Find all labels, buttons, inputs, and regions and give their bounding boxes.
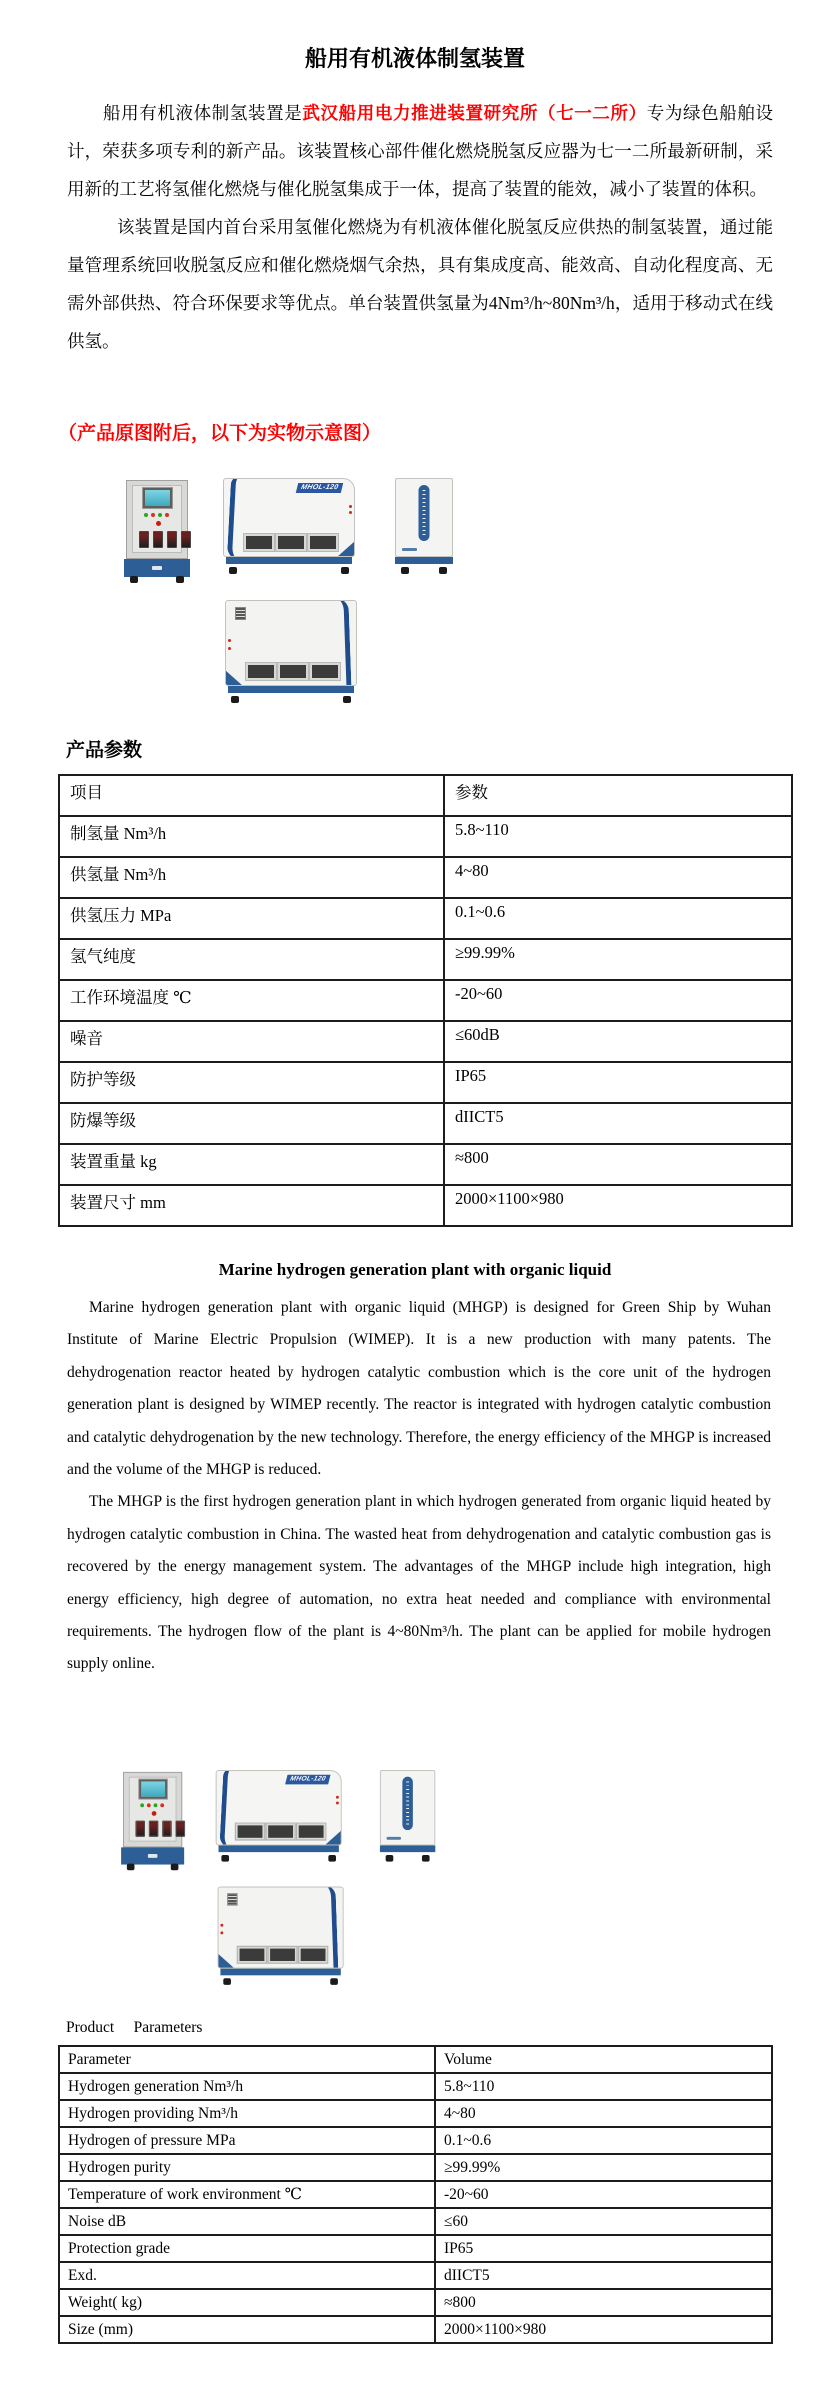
- vent: [310, 663, 340, 680]
- switch-row: [135, 1821, 185, 1837]
- table-cell: 装置尺寸 mm: [59, 1185, 444, 1226]
- main-unit-body: [216, 1770, 342, 1845]
- indicator-dot: [220, 1924, 223, 1927]
- vent: [268, 1947, 297, 1963]
- blue-corner: [225, 670, 243, 686]
- small-grille: [227, 1893, 238, 1905]
- table-cell: ≈800: [435, 2289, 772, 2316]
- cabinet-body: [126, 480, 188, 559]
- indicator-dot: [349, 505, 352, 508]
- caster-wheel: [386, 1855, 394, 1862]
- vent: [308, 534, 338, 551]
- table-row: [59, 2100, 772, 2127]
- caster-wheel: [328, 1855, 336, 1862]
- table-cell: IP65: [435, 2235, 772, 2262]
- table-cell: 制氢量 Nm³/h: [59, 816, 444, 857]
- rear-unit-figure: [225, 600, 357, 703]
- side-unit-figure: [395, 478, 453, 574]
- table-row: [59, 2127, 772, 2154]
- table-row: [59, 2154, 772, 2181]
- table-cell: ≤60dB: [444, 1021, 792, 1062]
- table-cell: Protection grade: [59, 2235, 435, 2262]
- cabinet-base: [124, 559, 190, 577]
- table-cell: Volume: [435, 2046, 772, 2073]
- vent: [244, 534, 274, 551]
- cabinet-body: [123, 1772, 182, 1847]
- switch: [181, 531, 191, 548]
- table-row: [59, 1021, 792, 1062]
- switch-row: [139, 531, 191, 548]
- caster-wheel: [229, 567, 237, 574]
- table-cell: 参数: [444, 775, 792, 816]
- table-cell: 0.1~0.6: [444, 898, 792, 939]
- vent: [236, 1823, 265, 1839]
- indicator-dot: [349, 511, 352, 514]
- table-cell: 4~80: [444, 857, 792, 898]
- switch: [167, 531, 177, 548]
- table-cell: Hydrogen generation Nm³/h: [59, 2073, 435, 2100]
- caster-wheel: [171, 1864, 179, 1871]
- rear-unit-body: [218, 1887, 344, 1969]
- vent: [246, 663, 276, 680]
- cn-paragraph-1-text: 船用有机液体制氢装置是: [103, 103, 303, 123]
- unit-label-badge: MHOL-120: [296, 483, 344, 493]
- switch: [162, 1821, 172, 1837]
- table-cell: Weight( kg): [59, 2289, 435, 2316]
- vent: [276, 534, 306, 551]
- product-figure-en: [3, 1770, 796, 1988]
- indicator-lights: [144, 513, 169, 517]
- vent: [238, 1947, 267, 1963]
- table-cell: 防护等级: [59, 1062, 444, 1103]
- side-unit-body: [380, 1770, 435, 1845]
- en-parameters-table: [58, 2045, 773, 2344]
- vent: [297, 1823, 326, 1839]
- table-row: [59, 1144, 792, 1185]
- table-cell: 装置重量 kg: [59, 1144, 444, 1185]
- cn-parameters-heading: 产品参数: [66, 740, 143, 761]
- red-note: （产品原图附后，以下为实物示意图）: [58, 423, 382, 444]
- table-cell: dIICT5: [444, 1103, 792, 1144]
- caster-wheel: [439, 567, 447, 574]
- cn-paragraph-1: [67, 94, 773, 208]
- table-cell: 4~80: [435, 2100, 772, 2127]
- table-cell: Exd.: [59, 2262, 435, 2289]
- vent: [278, 663, 308, 680]
- table-row: [59, 1185, 792, 1226]
- rear-unit-base: [228, 686, 354, 693]
- table-cell: ≤60: [435, 2208, 772, 2235]
- side-unit-base: [395, 557, 453, 564]
- table-cell: Parameter: [59, 2046, 435, 2073]
- table-row: [59, 2262, 772, 2289]
- table-row: [59, 939, 792, 980]
- table-cell: Hydrogen purity: [59, 2154, 435, 2181]
- red-indicator-light: [151, 513, 155, 517]
- table-cell: -20~60: [435, 2181, 772, 2208]
- table-row: [59, 2316, 772, 2343]
- table-row: [59, 2073, 772, 2100]
- table-cell: 项目: [59, 775, 444, 816]
- cn-intro-text: [67, 94, 773, 360]
- table-cell: Size (mm): [59, 2316, 435, 2343]
- blue-corner: [218, 1953, 235, 1968]
- table-cell: 氢气纯度: [59, 939, 444, 980]
- indicator-lights: [140, 1803, 164, 1807]
- page-title-en: Marine hydrogen generation plant with organic liquid: [218, 1260, 612, 1279]
- en-parameters-heading: Product Parameters: [66, 2019, 203, 2036]
- cabinet-base: [121, 1847, 184, 1864]
- indicator-dot: [220, 1931, 223, 1934]
- product-figure-cn: [0, 478, 830, 706]
- red-button: [156, 521, 161, 526]
- page-title-cn: 船用有机液体制氢装置: [304, 46, 525, 71]
- side-unit-body: [395, 478, 453, 557]
- table-row: [59, 2289, 772, 2316]
- table-cell: Temperature of work environment ℃: [59, 2181, 435, 2208]
- table-header-row: [59, 775, 792, 816]
- unit-label-badge: MHOL-120: [285, 1775, 330, 1785]
- blue-label-strip: [419, 485, 430, 541]
- green-indicator-light: [154, 1803, 158, 1807]
- table-row: [59, 816, 792, 857]
- indicator-dot: [228, 647, 231, 650]
- table-cell: 0.1~0.6: [435, 2127, 772, 2154]
- blue-stripe: [219, 1770, 236, 1845]
- table-row: [59, 898, 792, 939]
- en-paragraph-2: The MHGP is the first hydrogen generation plant in which hydrogen generated from organic liquid heated by hydrogen catalytic combustion in China. The wasted heat from dehydrogenation and catalytic combustion gas is recovered by the energy management system. The advantages of the MHGP include high integration, high energy efficiency, high degree of automation, no extra heat needed and compliance with environmental requirements. The hydrogen flow of the plant is 4~80Nm³/h. The plant can be applied for mobile hydrogen supply online.: [67, 1493, 771, 1673]
- main-unit-figure: [216, 1770, 342, 1862]
- table-row: [59, 2208, 772, 2235]
- control-screen: [143, 488, 172, 508]
- table-cell: 噪音: [59, 1021, 444, 1062]
- vent: [299, 1947, 328, 1963]
- table-row: [59, 857, 792, 898]
- switch: [153, 531, 163, 548]
- table-row: [59, 980, 792, 1021]
- table-cell: 2000×1100×980: [435, 2316, 772, 2343]
- cn-institute-name-highlight: 武汉船用电力推进装置研究所（七一二所）: [302, 103, 647, 123]
- indicator-dot: [228, 639, 231, 642]
- caster-wheel: [221, 1855, 229, 1862]
- table-cell: 5.8~110: [435, 2073, 772, 2100]
- table-row: [59, 1103, 792, 1144]
- switch: [176, 1821, 186, 1837]
- caster-wheel: [343, 696, 351, 703]
- table-cell: Hydrogen providing Nm³/h: [59, 2100, 435, 2127]
- control-screen: [139, 1780, 167, 1799]
- control-cabinet-figure: [124, 480, 190, 583]
- brand-mark: [387, 1837, 401, 1840]
- caster-wheel: [401, 567, 409, 574]
- red-indicator-light: [147, 1803, 151, 1807]
- green-indicator-light: [158, 513, 162, 517]
- caster-wheel: [176, 576, 184, 583]
- table-cell: 供氢量 Nm³/h: [59, 857, 444, 898]
- cn-parameters-table: [58, 774, 793, 1227]
- table-cell: 供氢压力 MPa: [59, 898, 444, 939]
- table-row: [59, 2235, 772, 2262]
- table-cell: ≥99.99%: [435, 2154, 772, 2181]
- green-indicator-light: [144, 513, 148, 517]
- main-unit-base: [226, 557, 352, 564]
- table-cell: 5.8~110: [444, 816, 792, 857]
- caster-wheel: [223, 1978, 231, 1985]
- caster-wheel: [330, 1978, 338, 1985]
- table-cell: ≈800: [444, 1144, 792, 1185]
- table-cell: Hydrogen of pressure MPa: [59, 2127, 435, 2154]
- main-unit-base: [219, 1845, 339, 1852]
- side-unit-base: [380, 1845, 435, 1852]
- caster-wheel: [231, 696, 239, 703]
- switch: [149, 1821, 159, 1837]
- caster-wheel: [422, 1855, 430, 1862]
- caster-wheel: [127, 1864, 135, 1871]
- main-unit-body: [223, 478, 355, 557]
- red-button: [152, 1811, 157, 1816]
- red-indicator-light: [165, 513, 169, 517]
- table-header-row: [59, 2046, 772, 2073]
- blue-corner: [325, 1830, 342, 1845]
- green-indicator-light: [140, 1803, 144, 1807]
- table-cell: dIICT5: [435, 2262, 772, 2289]
- rear-unit-base: [220, 1969, 340, 1976]
- caster-wheel: [130, 576, 138, 583]
- small-grille: [235, 607, 246, 620]
- table-cell: 防爆等级: [59, 1103, 444, 1144]
- vent: [266, 1823, 295, 1839]
- blue-corner: [337, 541, 355, 557]
- table-row: [59, 1062, 792, 1103]
- red-indicator-light: [160, 1803, 164, 1807]
- table-cell: 工作环境温度 ℃: [59, 980, 444, 1021]
- switch: [139, 531, 149, 548]
- cn-paragraph-2: 该装置是国内首台采用氢催化燃烧为有机液体催化脱氢反应供热的制氢装置，通过能量管理系统回收脱氢反应和催化燃烧烟气余热，具有集成度高、能效高、自动化程度高、无需外部供热、符合环保要求等优点。单台装置供氢量为4Nm³/h~80Nm³/h，适用于移动式在线供氢。: [67, 217, 773, 351]
- blue-label-strip: [402, 1777, 413, 1830]
- blue-stripe: [227, 478, 244, 557]
- main-unit-figure: [223, 478, 355, 574]
- rear-unit-body: [225, 600, 357, 686]
- table-row: [59, 2181, 772, 2208]
- indicator-dot: [336, 1796, 339, 1799]
- en-intro-text: [67, 1292, 771, 1681]
- rear-unit-figure: [218, 1887, 344, 1985]
- brand-mark: [402, 548, 417, 551]
- caster-wheel: [341, 567, 349, 574]
- table-cell: Noise dB: [59, 2208, 435, 2235]
- side-unit-figure: [380, 1770, 435, 1862]
- table-cell: ≥99.99%: [444, 939, 792, 980]
- switch: [135, 1821, 145, 1837]
- table-cell: 2000×1100×980: [444, 1185, 792, 1226]
- cn-paragraph-1-text: 专为绿色船舶设计，荣获多项专利的新产品。该装置核心部件催化燃烧脱氢反应器为七一二所最新研制，采用新的工艺将氢催化燃烧与催化脱氢集成于一体，提高了装置的能效，减小了装置的体积。: [67, 103, 773, 199]
- table-cell: IP65: [444, 1062, 792, 1103]
- en-paragraph-1: Marine hydrogen generation plant with organic liquid (MHGP) is designed for Green Ship by Wuhan Institute of Marine Electric Propulsion (WIMEP). It is a new production with many patents. The dehydrogenation reactor heated by hydrogen catalytic combustion which is the core unit of the hydrogen generation plant is designed by WIMEP recently. The reactor is integrated with hydrogen catalytic combustion and catalytic dehydrogenation by the new technology. Therefore, the energy efficiency of the MHGP is increased and the volume of the MHGP is reduced.: [67, 1299, 771, 1479]
- table-cell: -20~60: [444, 980, 792, 1021]
- indicator-dot: [336, 1802, 339, 1805]
- control-cabinet-figure: [121, 1772, 184, 1870]
